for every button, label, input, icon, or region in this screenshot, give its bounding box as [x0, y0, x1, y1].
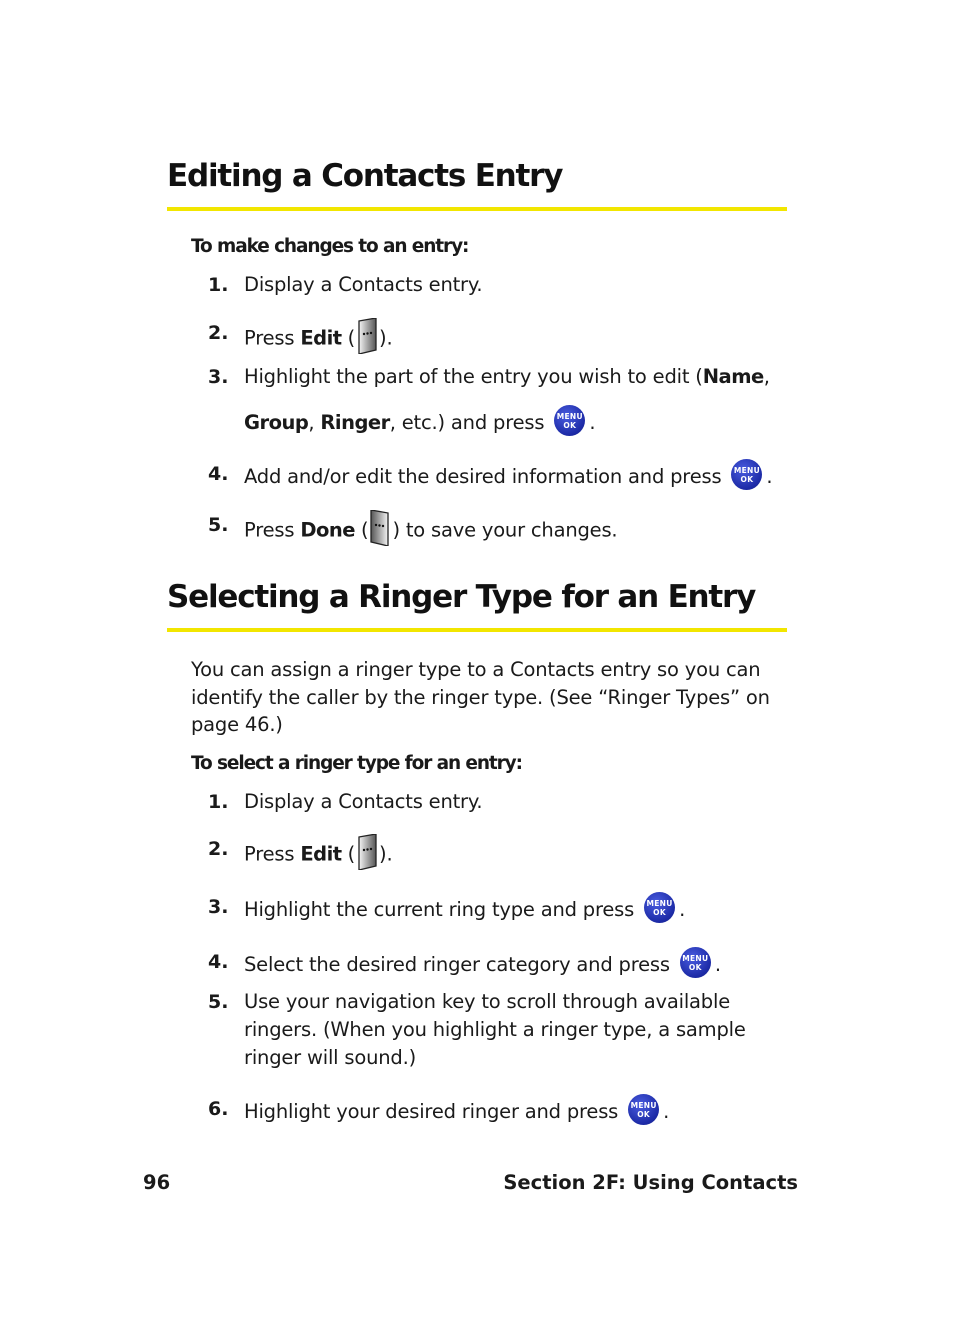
- heading-rule: [167, 207, 787, 211]
- step-text-line2: ringers. (When you highlight a ringer type, a sample: [244, 1018, 746, 1041]
- step-number: 3.: [208, 896, 229, 918]
- step-number: 2.: [208, 322, 229, 344]
- menu-ok-icon: MENU OK: [628, 1094, 659, 1125]
- edit-label: Edit: [300, 326, 342, 350]
- step-text: Press Done ( ) to save your changes.: [244, 513, 617, 549]
- menu-ok-icon: MENU OK: [731, 459, 762, 490]
- step-text: Press Edit ( ).: [244, 321, 392, 357]
- right-softkey-icon: [355, 834, 379, 870]
- menu-ok-icon: MENU OK: [680, 947, 711, 978]
- right-softkey-icon: [355, 318, 379, 354]
- step-number: 2.: [208, 838, 229, 860]
- step-text: Highlight your desired ringer and press MENU OK .: [244, 1097, 669, 1128]
- step-number: 3.: [208, 366, 229, 388]
- done-label: Done: [300, 518, 356, 542]
- procedure-subheading: To make changes to an entry:: [191, 236, 469, 257]
- step-text: Select the desired ringer category and press MENU OK .: [244, 950, 721, 981]
- step-number: 4.: [208, 463, 229, 485]
- menu-ok-icon: MENU OK: [644, 892, 675, 923]
- step-text-line3: ringer will sound.): [244, 1046, 416, 1069]
- step-text: Display a Contacts entry.: [244, 273, 483, 296]
- heading-rule: [167, 628, 787, 632]
- section-heading-ringer: Selecting a Ringer Type for an Entry: [167, 579, 756, 615]
- step-text: Display a Contacts entry.: [244, 790, 483, 813]
- step-text-line2: Group, Ringer, etc.) and press MENU OK .: [244, 408, 595, 439]
- step-number: 5.: [208, 991, 229, 1013]
- edit-label: Edit: [300, 842, 342, 866]
- step-number: 6.: [208, 1098, 229, 1120]
- step-text-line1: Highlight the part of the entry you wish to edit (Name,: [244, 365, 770, 388]
- procedure-subheading: To select a ringer type for an entry:: [191, 753, 522, 774]
- menu-ok-icon: MENU OK: [554, 405, 585, 436]
- step-number: 4.: [208, 951, 229, 973]
- step-number: 5.: [208, 514, 229, 536]
- section-title-footer: Section 2F: Using Contacts: [503, 1171, 798, 1194]
- left-softkey-icon: [368, 510, 392, 546]
- intro-paragraph: You can assign a ringer type to a Contacts entry so you can identify the caller by the ringer type. (See “Ringer Types” on page 46.): [191, 658, 770, 736]
- step-text: Highlight the current ring type and press MENU OK .: [244, 895, 685, 926]
- step-text: Press Edit ( ).: [244, 837, 392, 873]
- page-number: 96: [143, 1171, 171, 1194]
- step-text-line1: Use your navigation key to scroll through available: [244, 990, 730, 1013]
- step-text: Add and/or edit the desired information and press MENU OK .: [244, 462, 772, 493]
- step-number: 1.: [208, 274, 229, 296]
- section-heading-editing: Editing a Contacts Entry: [167, 158, 563, 194]
- step-number: 1.: [208, 791, 229, 813]
